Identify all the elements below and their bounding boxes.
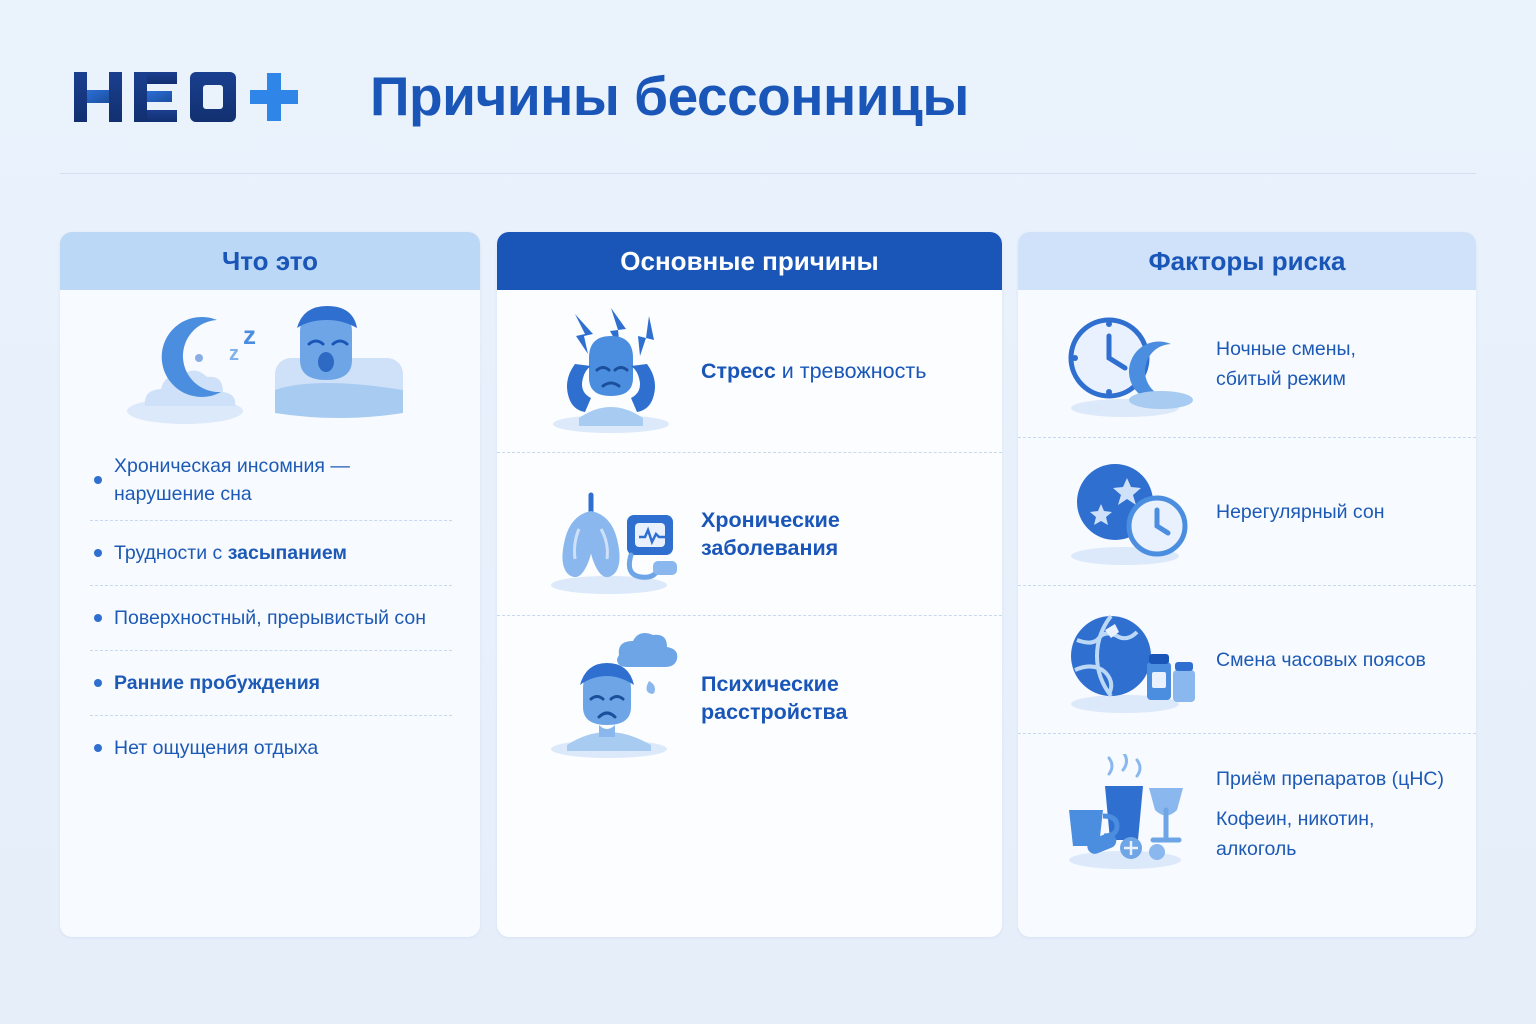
list-item: [90, 521, 452, 586]
card-risk-heading: Факторы риска: [1018, 232, 1476, 290]
risk-label-night-shifts: [1216, 334, 1356, 394]
risk-row-night-shifts: [1018, 290, 1476, 438]
what-item-0-line2: нарушение сна: [114, 483, 252, 505]
risk-0-line1: Ночные смены,: [1216, 337, 1356, 360]
what-item-2-label: Поверхностный, прерывистый сон: [114, 607, 426, 629]
page-title: Причины бессонницы: [370, 65, 969, 127]
list-item: [90, 716, 452, 780]
risk-row-irregular-sleep: [1018, 438, 1476, 586]
risk-label-substances: [1216, 764, 1460, 864]
card-main-causes: [497, 232, 1002, 937]
bullet-dot-icon: [94, 614, 102, 622]
sad-person-cloud-icon: [521, 633, 701, 763]
risk-row-substances: [1018, 734, 1476, 894]
header: [0, 0, 1536, 175]
risk-1-line1: Нерегулярный сон: [1216, 500, 1385, 523]
cause-1-bold: Хронические заболевания: [701, 508, 840, 560]
risk-3-line1: Приём препаратов (цНС): [1216, 768, 1444, 790]
cause-row-stress: [497, 290, 1002, 453]
what-item-0-line1: Хроническая инсомния —: [114, 455, 350, 477]
svg-text:z: z: [243, 320, 256, 350]
cause-0-bold: Стресс: [701, 359, 776, 383]
stress-headache-icon: [521, 306, 701, 436]
what-item-3-label: Ранние пробуждения: [114, 672, 321, 694]
what-item-1-prefix: Трудности с: [114, 542, 228, 564]
bullet-dot-icon: [94, 476, 102, 484]
list-item: [90, 440, 452, 521]
card-what-is-it: [60, 232, 480, 937]
moon-sleeping-person-icon: [60, 290, 480, 440]
what-bullet-list: [60, 440, 480, 780]
cause-row-chronic: [497, 453, 1002, 616]
cause-label-stress: [701, 357, 926, 385]
svg-text:z: z: [229, 343, 239, 365]
risk-label-timezones: [1216, 645, 1426, 675]
what-item-1-bold: засыпанием: [227, 542, 347, 564]
risk-2-line1: Смена часовых поясов: [1216, 648, 1426, 671]
what-item-4-label: Нет ощущения отдыха: [114, 737, 319, 759]
coffee-wine-pills-icon: [1040, 754, 1216, 874]
cause-label-mental: [701, 670, 980, 726]
card-what-body: [60, 290, 480, 780]
bullet-dot-icon: [94, 549, 102, 557]
cause-row-mental: [497, 616, 1002, 779]
risk-0-line2: сбитый режим: [1216, 367, 1346, 390]
list-item: [90, 586, 452, 651]
card-main-heading: Основные причины: [497, 232, 1002, 290]
globe-pills-icon: [1040, 602, 1216, 717]
logo: [74, 66, 304, 128]
risk-row-timezones: [1018, 586, 1476, 734]
risk-label-irregular-sleep: [1216, 497, 1385, 527]
cause-label-chronic: [701, 506, 980, 562]
bullet-dot-icon: [94, 679, 102, 687]
header-divider: [60, 173, 1476, 174]
list-item: [90, 651, 452, 716]
cause-0-rest: и тревожность: [775, 359, 927, 383]
lungs-bloodpressure-icon: [521, 469, 701, 599]
cause-2-bold: Психические расстройства: [701, 671, 848, 724]
card-what-heading: Что это: [60, 232, 480, 290]
risk-3-line2: Кофеин, никотин, алкоголь: [1216, 808, 1375, 860]
bullet-dot-icon: [94, 744, 102, 752]
card-main-body: [497, 290, 1002, 779]
moon-stars-clock-icon: [1040, 454, 1216, 569]
card-risk-factors: [1018, 232, 1476, 937]
clock-moon-icon: [1040, 306, 1216, 421]
card-risk-body: [1018, 290, 1476, 894]
